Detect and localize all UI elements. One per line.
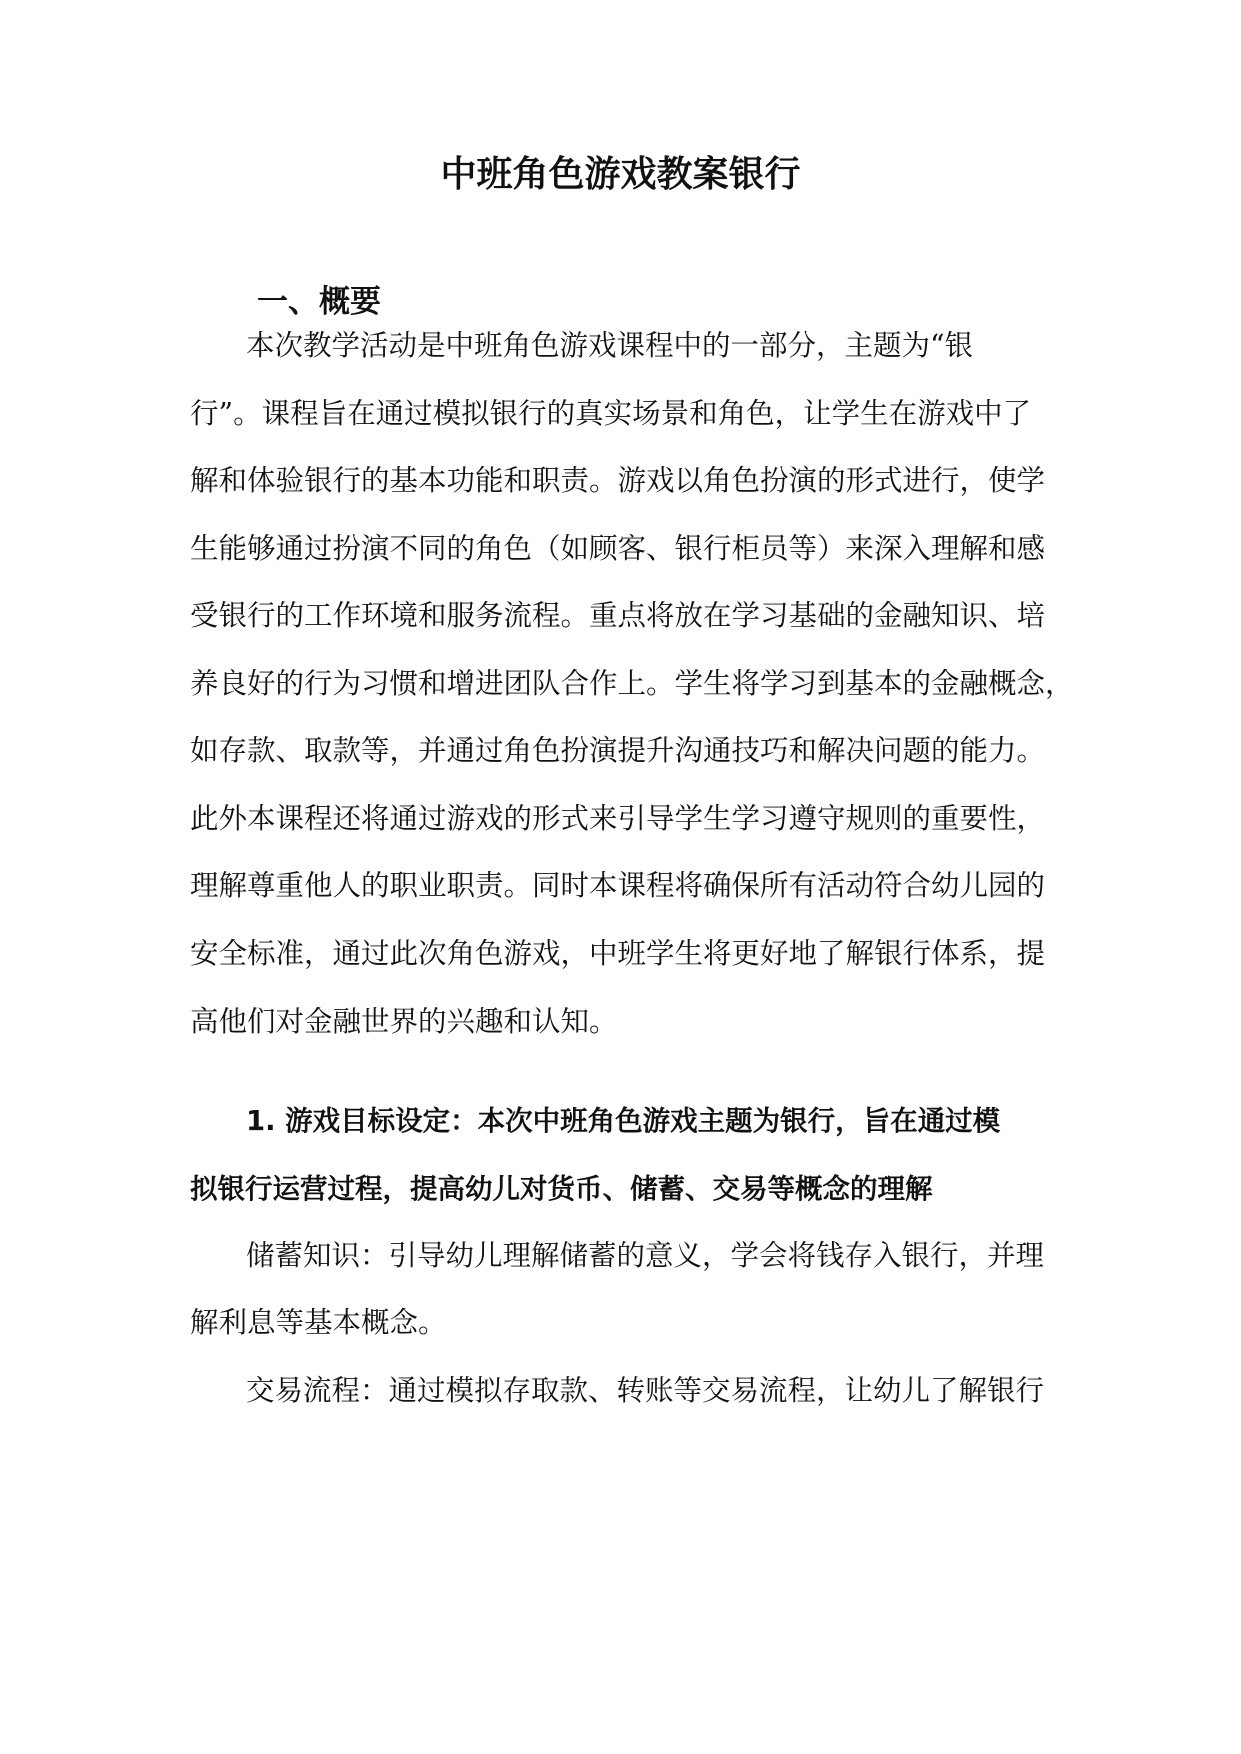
transaction-line: 交易流程：通过模拟存取款、转账等交易流程，让幼儿了解银行 [246,1374,1045,1407]
numbered-item-line: 拟银行运营过程，提高幼儿对货币、储蓄、交易等概念的理解 [190,1173,933,1205]
paragraph-line: 此外本课程还将通过游戏的形式来引导学生学习遵守规则的重要性， [190,802,1046,835]
section-heading: 一、概要 [257,284,381,320]
paragraph-line: 如存款、取款等，并通过角色扮演提升沟通技巧和解决问题的能力。 [190,734,1046,767]
paragraph-line: 理解尊重他人的职业职责。同时本课程将确保所有活动符合幼儿园的 [190,869,1046,902]
paragraph-line: 本次教学活动是中班角色游戏课程中的一部分，主题为“银 [246,329,974,362]
paragraph-line: 生能够通过扮演不同的角色（如顾客、银行柜员等）来深入理解和感 [190,532,1046,565]
paragraph-line: 受银行的工作环境和服务流程。重点将放在学习基础的金融知识、培 [190,599,1046,632]
paragraph-line: 养良好的行为习惯和增进团队合作上。学生将学习到基本的金融概念， [190,667,1074,700]
savings-line: 解利息等基本概念。 [190,1306,447,1339]
paragraph-line: 解和体验银行的基本功能和职责。游戏以角色扮演的形式进行，使学 [190,464,1046,497]
savings-line: 储蓄知识：引导幼儿理解储蓄的意义，学会将钱存入银行，并理 [246,1239,1045,1272]
paragraph-line: 高他们对金融世界的兴趣和认知。 [190,1005,618,1038]
document-title: 中班角色游戏教案银行 [440,154,801,195]
numbered-item-line: 1. 游戏目标设定：本次中班角色游戏主题为银行，旨在通过模 [246,1105,1001,1137]
paragraph-line: 行”。课程旨在通过模拟银行的真实场景和角色，让学生在游戏中了 [190,397,1032,430]
paragraph-line: 安全标准，通过此次角色游戏，中班学生将更好地了解银行体系，提 [190,937,1046,970]
